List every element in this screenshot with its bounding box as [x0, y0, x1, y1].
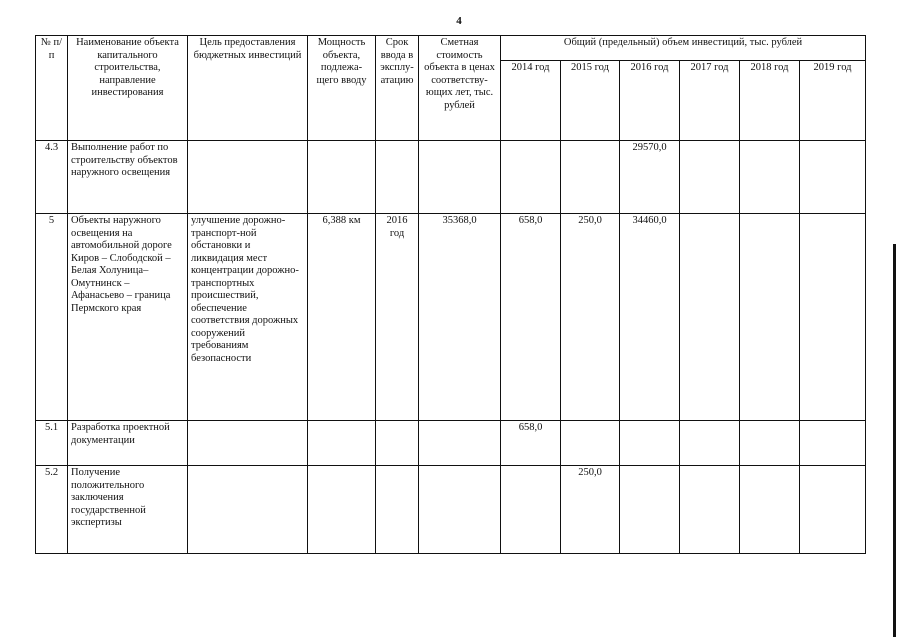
row-capacity — [308, 141, 376, 214]
row-2015 — [561, 421, 620, 466]
row-goal — [188, 466, 308, 554]
row-2014: 658,0 — [501, 214, 561, 421]
table-row — [36, 421, 866, 466]
row-term — [376, 421, 419, 466]
row-2018 — [740, 466, 800, 554]
table-row — [36, 214, 866, 421]
row-capacity — [308, 421, 376, 466]
row-name: Получение положительного заключения государственной экспертизы — [68, 466, 188, 554]
row-2018 — [740, 214, 800, 421]
investment-table — [35, 35, 866, 554]
row-2017 — [680, 466, 740, 554]
row-cost — [419, 141, 501, 214]
header-year-2018: 2018 год — [740, 61, 800, 141]
row-2018 — [740, 141, 800, 214]
row-2018 — [740, 421, 800, 466]
row-2016 — [620, 421, 680, 466]
header-goal: Цель предоставления бюджетных инвестиций — [188, 36, 308, 141]
row-2014 — [501, 466, 561, 554]
row-term: 2016 год — [376, 214, 419, 421]
row-2017 — [680, 214, 740, 421]
row-2014 — [501, 141, 561, 214]
table-row — [36, 466, 866, 554]
table-row — [36, 141, 866, 214]
header-capacity: Мощность объекта, подлежа-щего вводу — [308, 36, 376, 141]
row-num: 4.3 — [36, 141, 68, 214]
row-2016 — [620, 466, 680, 554]
page-number: 4 — [456, 15, 462, 27]
row-capacity — [308, 466, 376, 554]
row-cost: 35368,0 — [419, 214, 501, 421]
scan-edge-bar — [893, 244, 896, 637]
row-goal — [188, 421, 308, 466]
row-2015 — [561, 141, 620, 214]
row-term — [376, 141, 419, 214]
row-num: 5.2 — [36, 466, 68, 554]
header-cost: Сметная стоимость объекта в ценах соответству-ющих лет, тыс. рублей — [419, 36, 501, 141]
row-2017 — [680, 141, 740, 214]
header-investment-group: Общий (предельный) объем инвестиций, тыс. рублей — [501, 36, 866, 61]
row-capacity: 6,388 км — [308, 214, 376, 421]
row-num: 5 — [36, 214, 68, 421]
row-2016: 29570,0 — [620, 141, 680, 214]
row-goal: улучшение дорожно-транспорт-ной обстановки и ликвидация мест концентрации дорожно-транспортных происшествий, обеспечение соответствия дорожных сооружений требованиям безопасности — [188, 214, 308, 421]
header-year-2015: 2015 год — [561, 61, 620, 141]
header-term: Срок ввода в эксплу-атацию — [376, 36, 419, 141]
header-name: Наименование объекта капитального строительства, направление инвестирования — [68, 36, 188, 141]
row-goal — [188, 141, 308, 214]
header-year-2017: 2017 год — [680, 61, 740, 141]
row-2014: 658,0 — [501, 421, 561, 466]
row-2019 — [800, 421, 866, 466]
row-2016: 34460,0 — [620, 214, 680, 421]
row-name: Разработка проектной документации — [68, 421, 188, 466]
row-2019 — [800, 141, 866, 214]
row-cost — [419, 466, 501, 554]
header-num: № п/п — [36, 36, 68, 141]
row-2017 — [680, 421, 740, 466]
row-2015: 250,0 — [561, 214, 620, 421]
row-2015: 250,0 — [561, 466, 620, 554]
row-name: Объекты наружного освещения на автомобильной дороге Киров – Слободской – Белая Холуница– Омутнинск – Афанасьево – граница Пермского края — [68, 214, 188, 421]
row-term — [376, 466, 419, 554]
header-year-2016: 2016 год — [620, 61, 680, 141]
row-2019 — [800, 214, 866, 421]
header-year-2014: 2014 год — [501, 61, 561, 141]
row-2019 — [800, 466, 866, 554]
header-year-2019: 2019 год — [800, 61, 866, 141]
row-name: Выполнение работ по строительству объектов наружного освещения — [68, 141, 188, 214]
row-cost — [419, 421, 501, 466]
row-num: 5.1 — [36, 421, 68, 466]
